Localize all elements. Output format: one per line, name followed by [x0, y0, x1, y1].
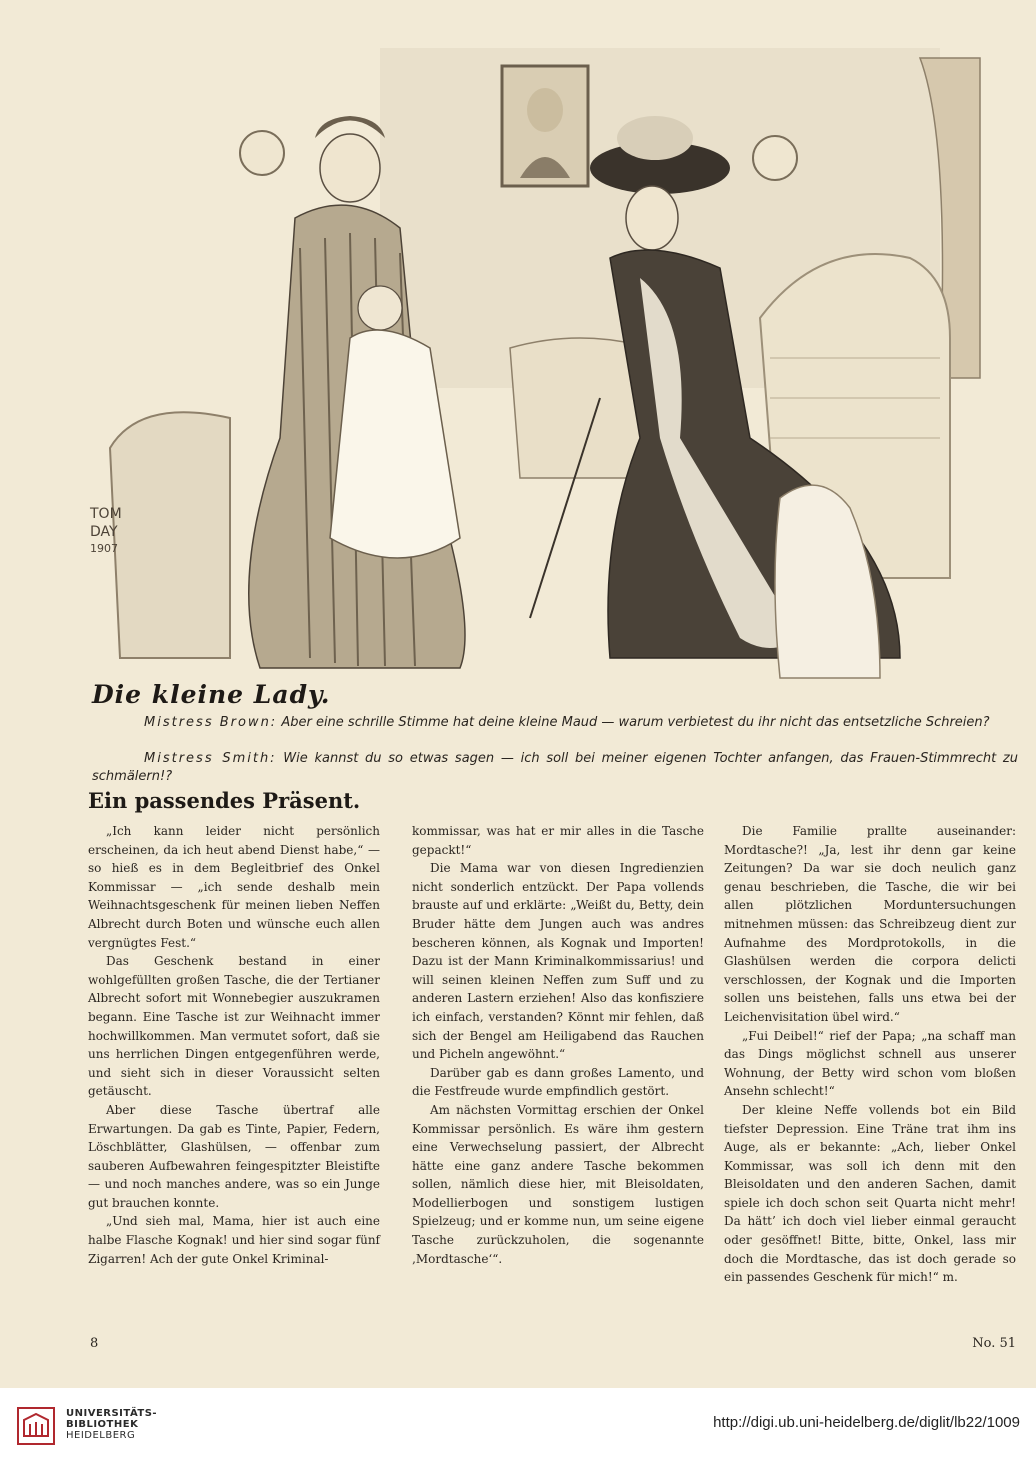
caption-title: Die kleine Lady.	[92, 680, 331, 709]
paragraph: Das Geschenk bestand in einer wohlgefüllten großen Tasche, die der Tertianer Albrecht sofort mit Wonnebegier auszukramen begann. Eine Tasche ist zur Weihnacht immer hochwillkommen. Man vermutet sofort, daß sie uns herrlichen Dingen entgegenführen werde, und sieht sich in dieser Voraussicht selten getäuscht.	[88, 954, 380, 1099]
paragraph: Aber diese Tasche übertraf alle Erwartungen. Da gab es Tinte, Papier, Federn, Löschblätter, Glashülsen, — offenbar zum sauberen Aufbewahren feingespitzter Bleistifte — und noch manches andere, was so ein Junge gut brauchen konnte.	[88, 1102, 380, 1210]
source-url-link[interactable]: http://digi.ub.uni-heidelberg.de/diglit/lb22/1009	[713, 1414, 1020, 1431]
sofa	[110, 412, 230, 658]
svg-text:TOM: TOM	[90, 506, 122, 522]
university-seal-icon	[16, 1406, 56, 1446]
wall-plate	[753, 136, 797, 180]
paragraph: „Ich kann leider nicht persönlich erscheinen, da ich heut abend Dienst habe,“ — so hieß es in dem Begleitbrief des Onkel Kommissar — „ich sende deshalb mein Weihnachtsgeschenk für meinen lieben Neffen Albrecht durch Boten und wünsche euch allen vergnügtes Fest.“	[88, 824, 380, 950]
library-line: UNIVERSITÄTS-	[66, 1408, 158, 1419]
svg-text:DAY: DAY	[90, 524, 118, 540]
paragraph: kommissar, was hat er mir alles in die Tasche gepackt!“	[412, 824, 704, 857]
paragraph: „Fui Deibel!“ rief der Papa; „na schaff man das Dings möglichst schnell aus unserer Wohnung, der Betty wird schon vom bloßen Ansehn schlecht!“	[724, 1028, 1016, 1099]
article-title: Ein passendes Präsent.	[88, 788, 361, 813]
issue-number: No. 51	[972, 1336, 1016, 1351]
svg-text:1907: 1907	[90, 542, 118, 555]
library-line: HEIDELBERG	[66, 1430, 136, 1441]
paragraph: Die Familie prallte auseinander: Mordtasche?! „Ja, lest ihr denn gar keine Zeitungen? Da war sie doch neulich ganz genau beschrieben, die Tasche, die wir bei allen plötzlichen Morduntersuchungen mitnehmen müssen: das Schreibzeug dient zur Aufnahme des Mordprotokolls, in die Glashülsen werden die corpora delicti verschlossen, der Kognak und die Importen sollen uns beistehen, falls uns etwa bei der Leichenvisitation übel wird.“	[724, 824, 1016, 1024]
speaker-smith: Mistress Smith:	[144, 751, 277, 766]
library-line: BIBLIOTHEK	[66, 1419, 139, 1430]
dialogue-brown: Aber eine schrille Stimme hat deine kleine Maud — warum verbietest du ihr nicht das entsetzliche Schreien?	[281, 715, 990, 730]
paragraph: Darüber gab es dann großes Lamento, und die Festfreude wurde empfindlich gestört.	[412, 1065, 704, 1099]
caption-line-brown	[92, 714, 1018, 732]
portrait-frame	[502, 66, 588, 186]
viewer-footer	[0, 1388, 1036, 1459]
paragraph: Am nächsten Vormittag erschien der Onkel Kommissar persönlich. Es wäre ihm gestern eine Verwechselung passiert, der Albrecht hätte eine ganz andere Tasche bekommen sollen, nämlich diese hier, mit Bleisoldaten, Modellierbogen und sonstigem lustigen Spielzeug; und er komme nun, um seine eigene Tasche zurückzuholen, die sogenannte ‚Mordtasche‘“.	[412, 1102, 704, 1266]
paragraph-text: Der kleine Neffe vollends bot ein Bild tiefster Depression. Eine Träne trat ihm ins Auge, als er bekannte: „Ach, lieber Onkel Kommissar, was soll ich denn mit den Bleisoldaten und den anderen Sachen, damit spiele ich doch schon seit Quarta nicht mehr! Da hätt’ ich doch viel lieber einmal geraucht oder gesöffnet! Bitte, bitte, Onkel, lass mir doch die Mordtasche, das ist doch gerade so ein passendes Geschenk für mich!“	[724, 1102, 1016, 1285]
page-number: 8	[90, 1336, 99, 1351]
author-mark: m.	[942, 1270, 958, 1285]
paragraph: „Und sieh mal, Mama, hier ist auch eine halbe Flasche Kognak! und hier sind sogar fünf Zigarren! Ach der gute Onkel Kriminal-	[88, 1214, 380, 1266]
illustration	[80, 18, 1030, 694]
article-column-3	[724, 822, 1016, 1287]
library-name	[66, 1408, 157, 1441]
artist-signature	[89, 506, 122, 555]
dialogue-smith: Wie kannst du so etwas sagen — ich soll bei meiner eigenen Tochter anfangen, das Frauen-Stimmrecht zu schmälern!?	[92, 751, 1018, 784]
article-column-1	[88, 822, 380, 1268]
speaker-brown: Mistress Brown:	[144, 715, 278, 730]
wall-plate	[240, 131, 284, 175]
paragraph: Die Mama war von diesen Ingredienzien nicht sonderlich entzückt. Der Papa vollends brauste auf und erklärte: „Weißt du, Betty, dein Bruder hätte dem Jungen auch was andres bescheren können, als Kognak und Importen! Dazu ist der Mann Kriminalkommissarius! und will seinen kleinen Neffen zum Suff und zu anderen Lastern erziehen! Also das konfisziere ich einfach, verstanden? Könnt mir fehlen, daß sich der Bengel am Heiligabend das Rauchen und Picheln angewöhnt.“	[412, 861, 704, 1062]
caption-line-smith	[92, 750, 1018, 786]
article-column-2	[412, 822, 704, 1268]
paragraph	[724, 1101, 1016, 1287]
